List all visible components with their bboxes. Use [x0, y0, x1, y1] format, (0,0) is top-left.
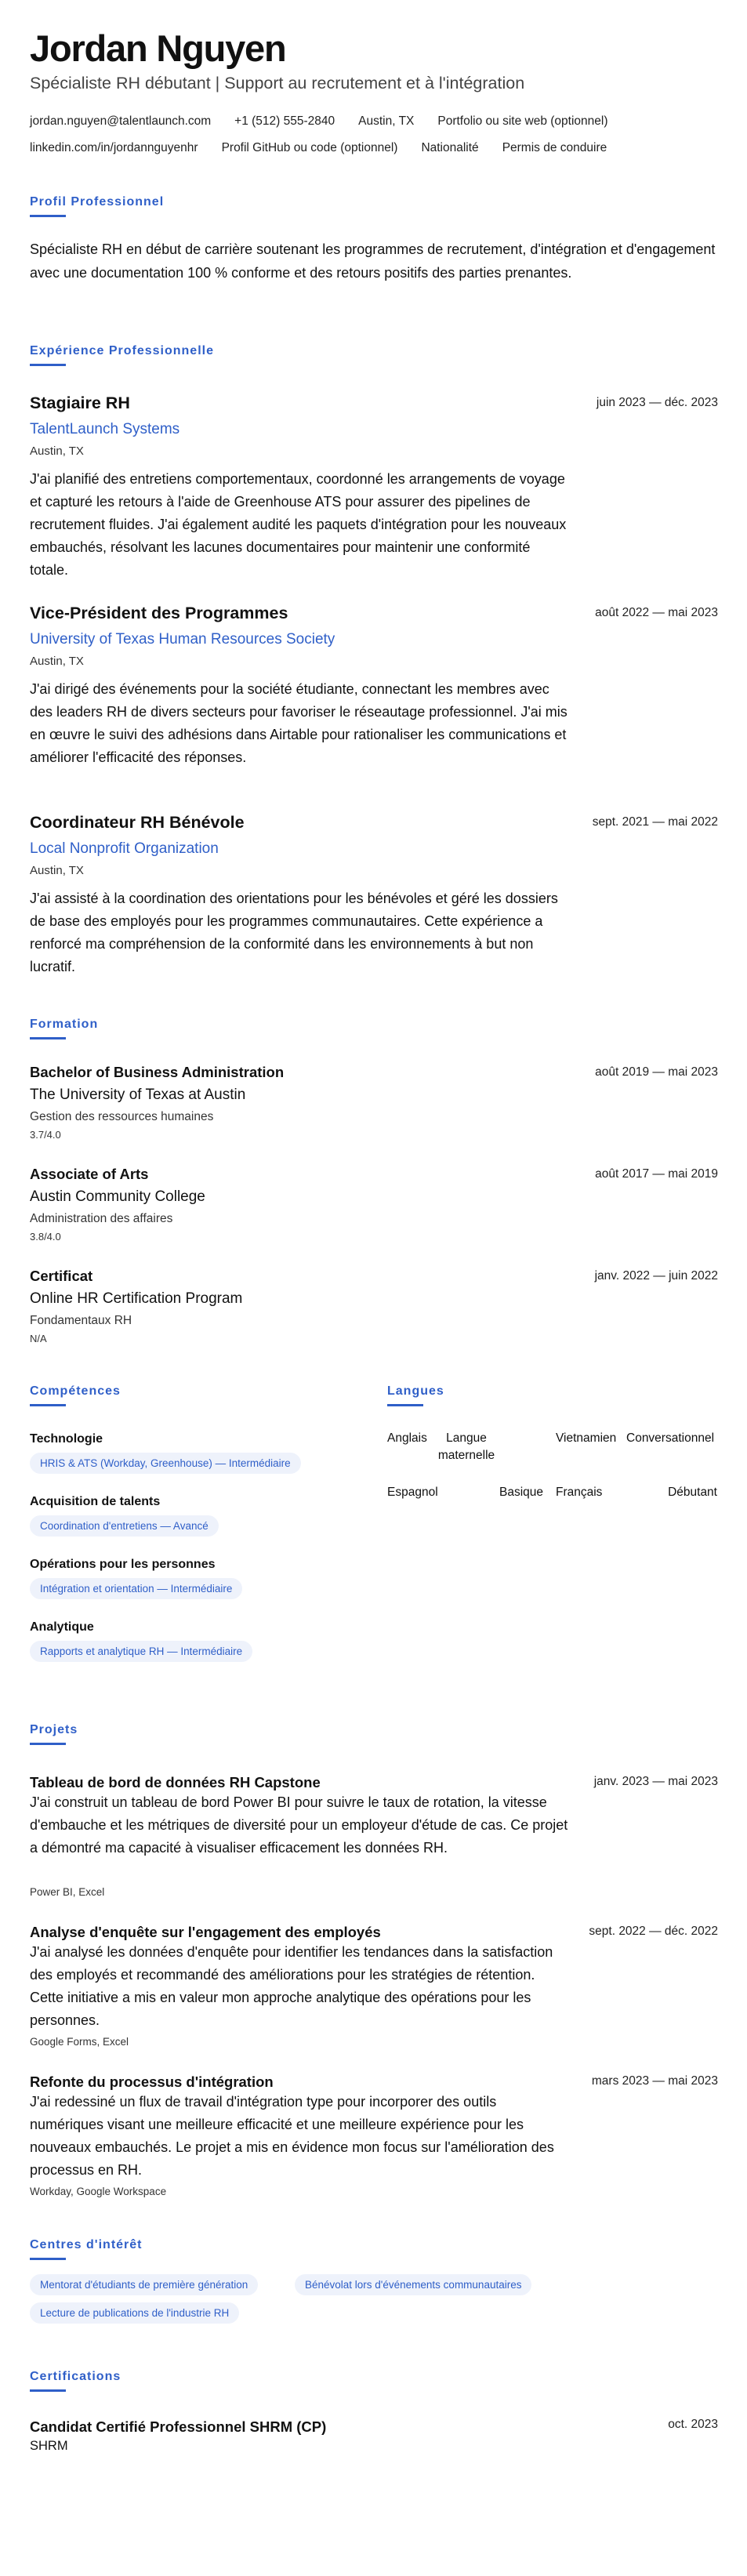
contact-linkedin[interactable]: linkedin.com/in/jordannguyenhr [30, 141, 198, 154]
section-rule-projects [30, 1743, 66, 1745]
project-description: J'ai analysé les données d'enquête pour identifier les tendances dans la satisfaction des employés et recommandé des améliorations pour les stratégies de rétention. Cette initiative a mis en valeur mon approche analytique des opérations pour les personnes. [30, 1944, 553, 2028]
language-level: Débutant [668, 1486, 717, 1499]
experience-dates: août 2022 — mai 2023 [595, 606, 718, 619]
section-rule-education [30, 1037, 66, 1039]
skill-category: Technologie [30, 1432, 103, 1446]
certification-issuer: SHRM [30, 2439, 68, 2453]
contact-github[interactable]: Profil GitHub ou code (optionnel) [221, 141, 398, 154]
skill-tag: Rapports et analytique RH — Intermédiaire [30, 1641, 252, 1662]
language-level: Langue maternelle [437, 1431, 495, 1462]
experience-location: Austin, TX [30, 444, 84, 458]
contact-row-secondary [30, 140, 630, 157]
education-dates: août 2019 — mai 2023 [595, 1065, 718, 1079]
education-school: The University of Texas at Austin [30, 1087, 246, 1103]
language-name: Anglais [387, 1431, 427, 1445]
education-school: Austin Community College [30, 1188, 205, 1205]
section-title-interests: Centres d'intérêt [30, 2238, 143, 2251]
experience-dates: sept. 2021 — mai 2022 [592, 815, 718, 829]
candidate-headline: Spécialiste RH débutant | Support au recrutement et à l'intégration [30, 74, 525, 93]
section-title-education: Formation [30, 1018, 99, 1031]
language-name: Espagnol [387, 1486, 438, 1499]
experience-company: TalentLaunch Systems [30, 421, 180, 437]
experience-company: Local Nonprofit Organization [30, 840, 219, 857]
section-title-certifications: Certifications [30, 2370, 121, 2383]
section-title-skills: Compétences [30, 1384, 121, 1398]
section-title-languages: Langues [387, 1384, 444, 1398]
section-rule-experience [30, 364, 66, 366]
contact-email[interactable]: jordan.nguyen@talentlaunch.com [30, 114, 212, 128]
section-rule-profile [30, 215, 66, 217]
experience-description: J'ai planifié des entretiens comportementaux, coordonné les arrangements de voyage et capturé les retours à l'aide de Greenhouse ATS pour assurer des pipelines de recrutement fluides. J'ai également audité les paquets d'intégration pour les nouveaux embauchés, résolvant les lacunes documentaires pour maintenir une conformité totale. [30, 471, 567, 578]
experience-role: Coordinateur RH Bénévole [30, 813, 245, 832]
skill-category: Analytique [30, 1620, 94, 1634]
contact-row-primary [30, 113, 632, 130]
skill-category: Opérations pour les personnes [30, 1558, 216, 1571]
education-dates: août 2017 — mai 2019 [595, 1167, 718, 1181]
education-dates: janv. 2022 — juin 2022 [594, 1269, 718, 1283]
section-title-experience: Expérience Professionnelle [30, 344, 214, 357]
experience-location: Austin, TX [30, 864, 84, 877]
contact-driving-license: Permis de conduire [502, 141, 607, 154]
project-name: Refonte du processus d'intégration [30, 2073, 274, 2090]
experience-location: Austin, TX [30, 655, 84, 668]
project-tech: Power BI, Excel [30, 1886, 105, 1898]
contact-location: Austin, TX [358, 114, 415, 128]
project-tech: Google Forms, Excel [30, 2036, 129, 2048]
project-dates: mars 2023 — mai 2023 [591, 2074, 718, 2088]
education-gpa: 3.8/4.0 [30, 1231, 61, 1243]
project-dates: janv. 2023 — mai 2023 [593, 1775, 718, 1788]
language-name: Français [556, 1486, 603, 1499]
skill-tag: Intégration et orientation — Intermédiaire [30, 1578, 242, 1599]
education-field: Administration des affaires [30, 1212, 173, 1225]
interest-tag: Bénévolat lors d'événements communautaires [295, 2274, 531, 2295]
project-name: Analyse d'enquête sur l'engagement des employés [30, 1924, 381, 1940]
skill-tag: Coordination d'entretiens — Avancé [30, 1515, 219, 1537]
education-gpa: 3.7/4.0 [30, 1129, 61, 1141]
project-description: J'ai construit un tableau de bord Power BI pour suivre le taux de rotation, la vitesse d'embauche et les métriques de diversité pour un employeur d'étude de cas. Ce projet a démontré ma capacité à visualiser efficacement les données RH. [30, 1794, 568, 1856]
skill-category: Acquisition de talents [30, 1495, 161, 1508]
interest-tag: Lecture de publications de l'industrie RH [30, 2302, 239, 2324]
education-field: Gestion des ressources humaines [30, 1110, 214, 1123]
contact-nationality: Nationalité [421, 141, 479, 154]
profile-summary: Spécialiste RH en début de carrière soutenant les programmes de recrutement, d'intégration et d'engagement avec une documentation 100 % conforme et des retours positifs des parties prenantes. [30, 241, 716, 281]
language-level: Conversationnel [626, 1431, 715, 1445]
skill-tag: HRIS & ATS (Workday, Greenhouse) — Intermédiaire [30, 1453, 301, 1474]
section-title-profile: Profil Professionnel [30, 195, 165, 209]
section-rule-languages [387, 1404, 423, 1406]
certification-date: oct. 2023 [668, 2418, 718, 2431]
experience-description: J'ai assisté à la coordination des orientations pour les bénévoles et géré les dossiers de base des employés pour les programmes communautaires. Cette expérience a renforcé ma compréhension de la conformité dans les environnements à but non lucratif. [30, 891, 558, 974]
contact-phone[interactable]: +1 (512) 555-2840 [234, 114, 335, 128]
contact-portfolio[interactable]: Portfolio ou site web (optionnel) [437, 114, 608, 128]
education-school: Online HR Certification Program [30, 1290, 243, 1307]
experience-role: Stagiaire RH [30, 394, 130, 412]
project-dates: sept. 2022 — déc. 2022 [589, 1925, 718, 1938]
education-gpa: N/A [30, 1333, 47, 1344]
project-description: J'ai redessiné un flux de travail d'intégration type pour incorporer des outils numériques visant une meilleure efficacité et une meilleure expérience pour les nouveaux embauchés. Le projet a mis en évidence mon focus sur l'amélioration des processus en RH. [30, 2094, 554, 2178]
project-tech: Workday, Google Workspace [30, 2186, 167, 2197]
section-rule-skills [30, 1404, 66, 1406]
education-degree: Bachelor of Business Administration [30, 1064, 285, 1080]
experience-dates: juin 2023 — déc. 2023 [596, 396, 718, 409]
language-name: Vietnamien [556, 1431, 617, 1445]
experience-company: University of Texas Human Resources Society [30, 631, 335, 648]
section-rule-interests [30, 2258, 66, 2260]
experience-description: J'ai dirigé des événements pour la société étudiante, connectant les membres avec des leaders RH de divers secteurs pour favoriser le réseautage professionnel. J'ai mis en œuvre le suivi des adhésions dans Airtable pour rationaliser les communications et améliorer l'efficacité des réponses. [30, 681, 568, 765]
candidate-name: Jordan Nguyen [30, 27, 286, 69]
education-field: Fondamentaux RH [30, 1314, 132, 1327]
interest-tag: Mentorat d'étudiants de première génération [30, 2274, 258, 2295]
section-title-projects: Projets [30, 1723, 78, 1736]
education-degree: Certificat [30, 1268, 93, 1284]
certification-name: Candidat Certifié Professionnel SHRM (CP) [30, 2418, 327, 2435]
project-name: Tableau de bord de données RH Capstone [30, 1774, 321, 1791]
section-rule-certifications [30, 2389, 66, 2392]
experience-role: Vice-Président des Programmes [30, 604, 288, 622]
education-degree: Associate of Arts [30, 1166, 149, 1182]
language-level: Basique [499, 1486, 543, 1499]
